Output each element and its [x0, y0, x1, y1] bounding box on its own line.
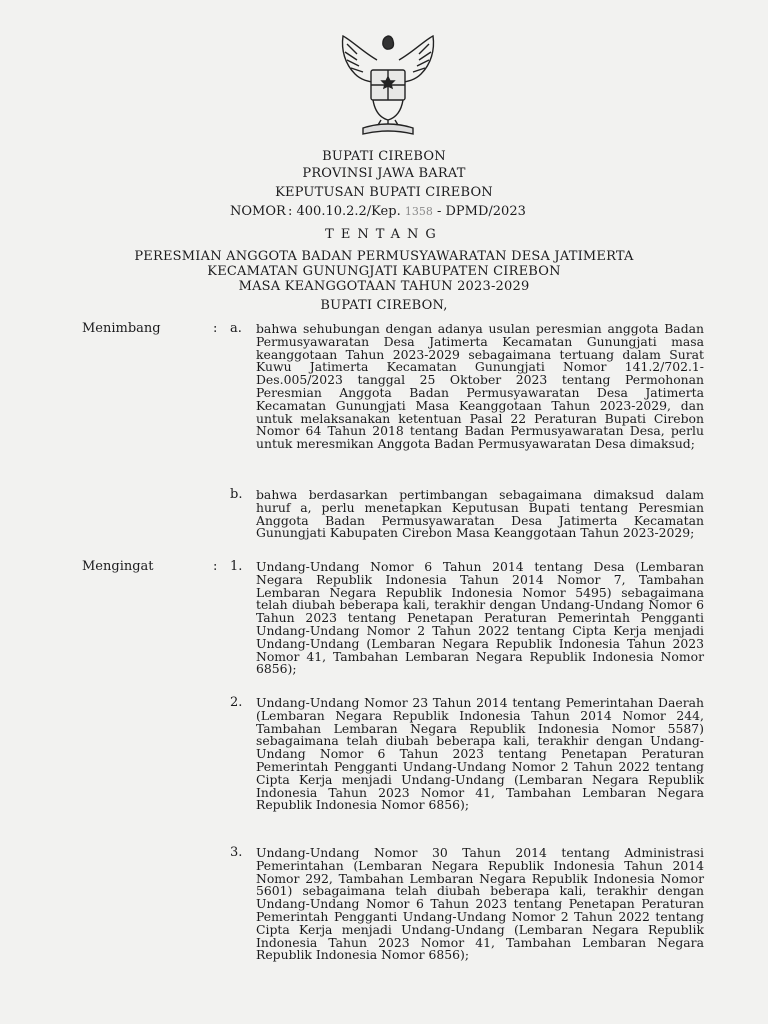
garuda-emblem-icon — [333, 30, 443, 142]
mengingat-item-3-text: Undang-Undang Nomor 30 Tahun 2014 tentang Administrasi Pemerintahan (Lembaran Negara Republik Indonesia Tahun 2014 Nomor 292, Tambahan Lembaran Negara Republik Indonesia Nomor 5601) sebagaimana telah diubah beberapa kali, terakhir dengan Undang-Undang Nomor 6 Tahun 2023 tentang Penetapan Peraturan Pemerintah Pengganti Undang-Undang Nomor 2 Tahun 2022 tentang Cipta Kerja menjadi Undang-Undang (Lembaran Negara Republik Indonesia Tahun 2023 Nomor 41, Tambahan Lembaran Negara Republik Indonesia Nomor 6856); — [256, 845, 704, 963]
mengingat-item-2-text: Undang-Undang Nomor 23 Tahun 2014 tentang Pemerintahan Daerah (Lembaran Negara Republik Indonesia Tahun 2014 Nomor 244, Tambahan Lembaran Negara Republik Indonesia Nomor 5587) sebagaimana telah diubah beberapa kali, terakhir dengan Undang-Undang Nomor 6 Tahun 2023 tentang Penetapan Peraturan Pemerintah Pengganti Undang-Undang Nomor 2 Tahun 2022 tentang Cipta Kerja menjadi Undang-Undang (Lembaran Negara Republik Indonesia Tahun 2023 Nomor 41, Tambahan Lembaran Negara Republik Indonesia Nomor 6856); — [256, 695, 704, 813]
header-line-1: BUPATI CIREBON — [322, 149, 446, 164]
mengingat-item-1-text: Undang-Undang Nomor 6 Tahun 2014 tentang Desa (Lembaran Negara Republik Indonesia Tahun 2014 Nomor 7, Tambahan Lembaran Negara Republik Indonesia Nomor 5495) sebagaimana telah diubah beberapa kali, terakhir dengan Undang-Undang Nomor 6 Tahun 2023 tentang Penetapan Peraturan Pemerintah Pengganti Undang-Undang Nomor 2 Tahun 2022 tentang Cipta Kerja menjadi Undang-Undang (Lembaran Negara Republik Indonesia Tahun 2023 Nomor 41, Tambahan Lembaran Negara Republik Indonesia Nomor 6856); — [256, 559, 704, 677]
mengingat-colon: : — [213, 559, 218, 574]
menimbang-item-b-text: bahwa berdasarkan pertimbangan sebagaimana dimaksud dalam huruf a, perlu menetapkan Keputusan Bupati tentang Peresmian Anggota Badan Permusyawaratan Desa Jatimerta Kecamatan Gunungjati Kabupaten Cirebon Masa Keanggotaan Tahun 2023-2029; — [256, 487, 704, 541]
menimbang-item-b-marker: b. — [230, 487, 243, 502]
title-line-1: PERESMIAN ANGGOTA BADAN PERMUSYAWARATAN DESA JATIMERTA — [134, 249, 634, 264]
decree-number — [230, 204, 526, 220]
header-line-3: KEPUTUSAN BUPATI CIREBON — [275, 185, 493, 200]
nomor-suffix: - DPMD/2023 — [432, 204, 526, 219]
tentang-heading: TENTANG — [325, 227, 443, 242]
title-line-3: MASA KEANGGOTAAN TAHUN 2023-2029 — [238, 279, 530, 294]
menimbang-colon: : — [213, 321, 218, 336]
nomor-prefix: : 400.10.2.2/Kep. — [288, 204, 401, 219]
authority-line: BUPATI CIREBON, — [320, 298, 448, 313]
menimbang-label: Menimbang — [82, 321, 161, 336]
mengingat-label: Mengingat — [82, 559, 154, 574]
nomor-stamp: 1358 — [404, 205, 433, 218]
mengingat-item-1-marker: 1. — [230, 559, 243, 574]
nomor-label: NOMOR — [230, 204, 286, 219]
menimbang-item-a-marker: a. — [230, 321, 242, 336]
header-line-2: PROVINSI JAWA BARAT — [302, 166, 466, 181]
title-line-2: KECAMATAN GUNUNGJATI KABUPATEN CIREBON — [207, 264, 561, 279]
mengingat-item-2-marker: 2. — [230, 695, 243, 710]
mengingat-item-3-marker: 3. — [230, 845, 243, 860]
menimbang-item-a-text: bahwa sehubungan dengan adanya usulan peresmian anggota Badan Permusyawaratan Desa Jatimerta Kecamatan Gunungjati masa keanggotaan Tahun 2023-2029 sebagaimana tertuang dalam Surat Kuwu Jatimerta Kecamatan Gunungjati Nomor 141.2/702.1-Des.005/2023 tanggal 25 Oktober 2023 tentang Permohonan Peresmian Anggota Badan Permusyawaratan Desa Jatimerta Kecamatan Gunungjati Masa Keanggotaan Tahun 2023-2029, dan untuk melaksanakan ketentuan Pasal 22 Peraturan Bupati Cirebon Nomor 64 Tahun 2018 tentang Badan Permusyawaratan Desa, perlu untuk meresmikan Anggota Badan Permusyawaratan Desa dimaksud; — [256, 321, 704, 452]
